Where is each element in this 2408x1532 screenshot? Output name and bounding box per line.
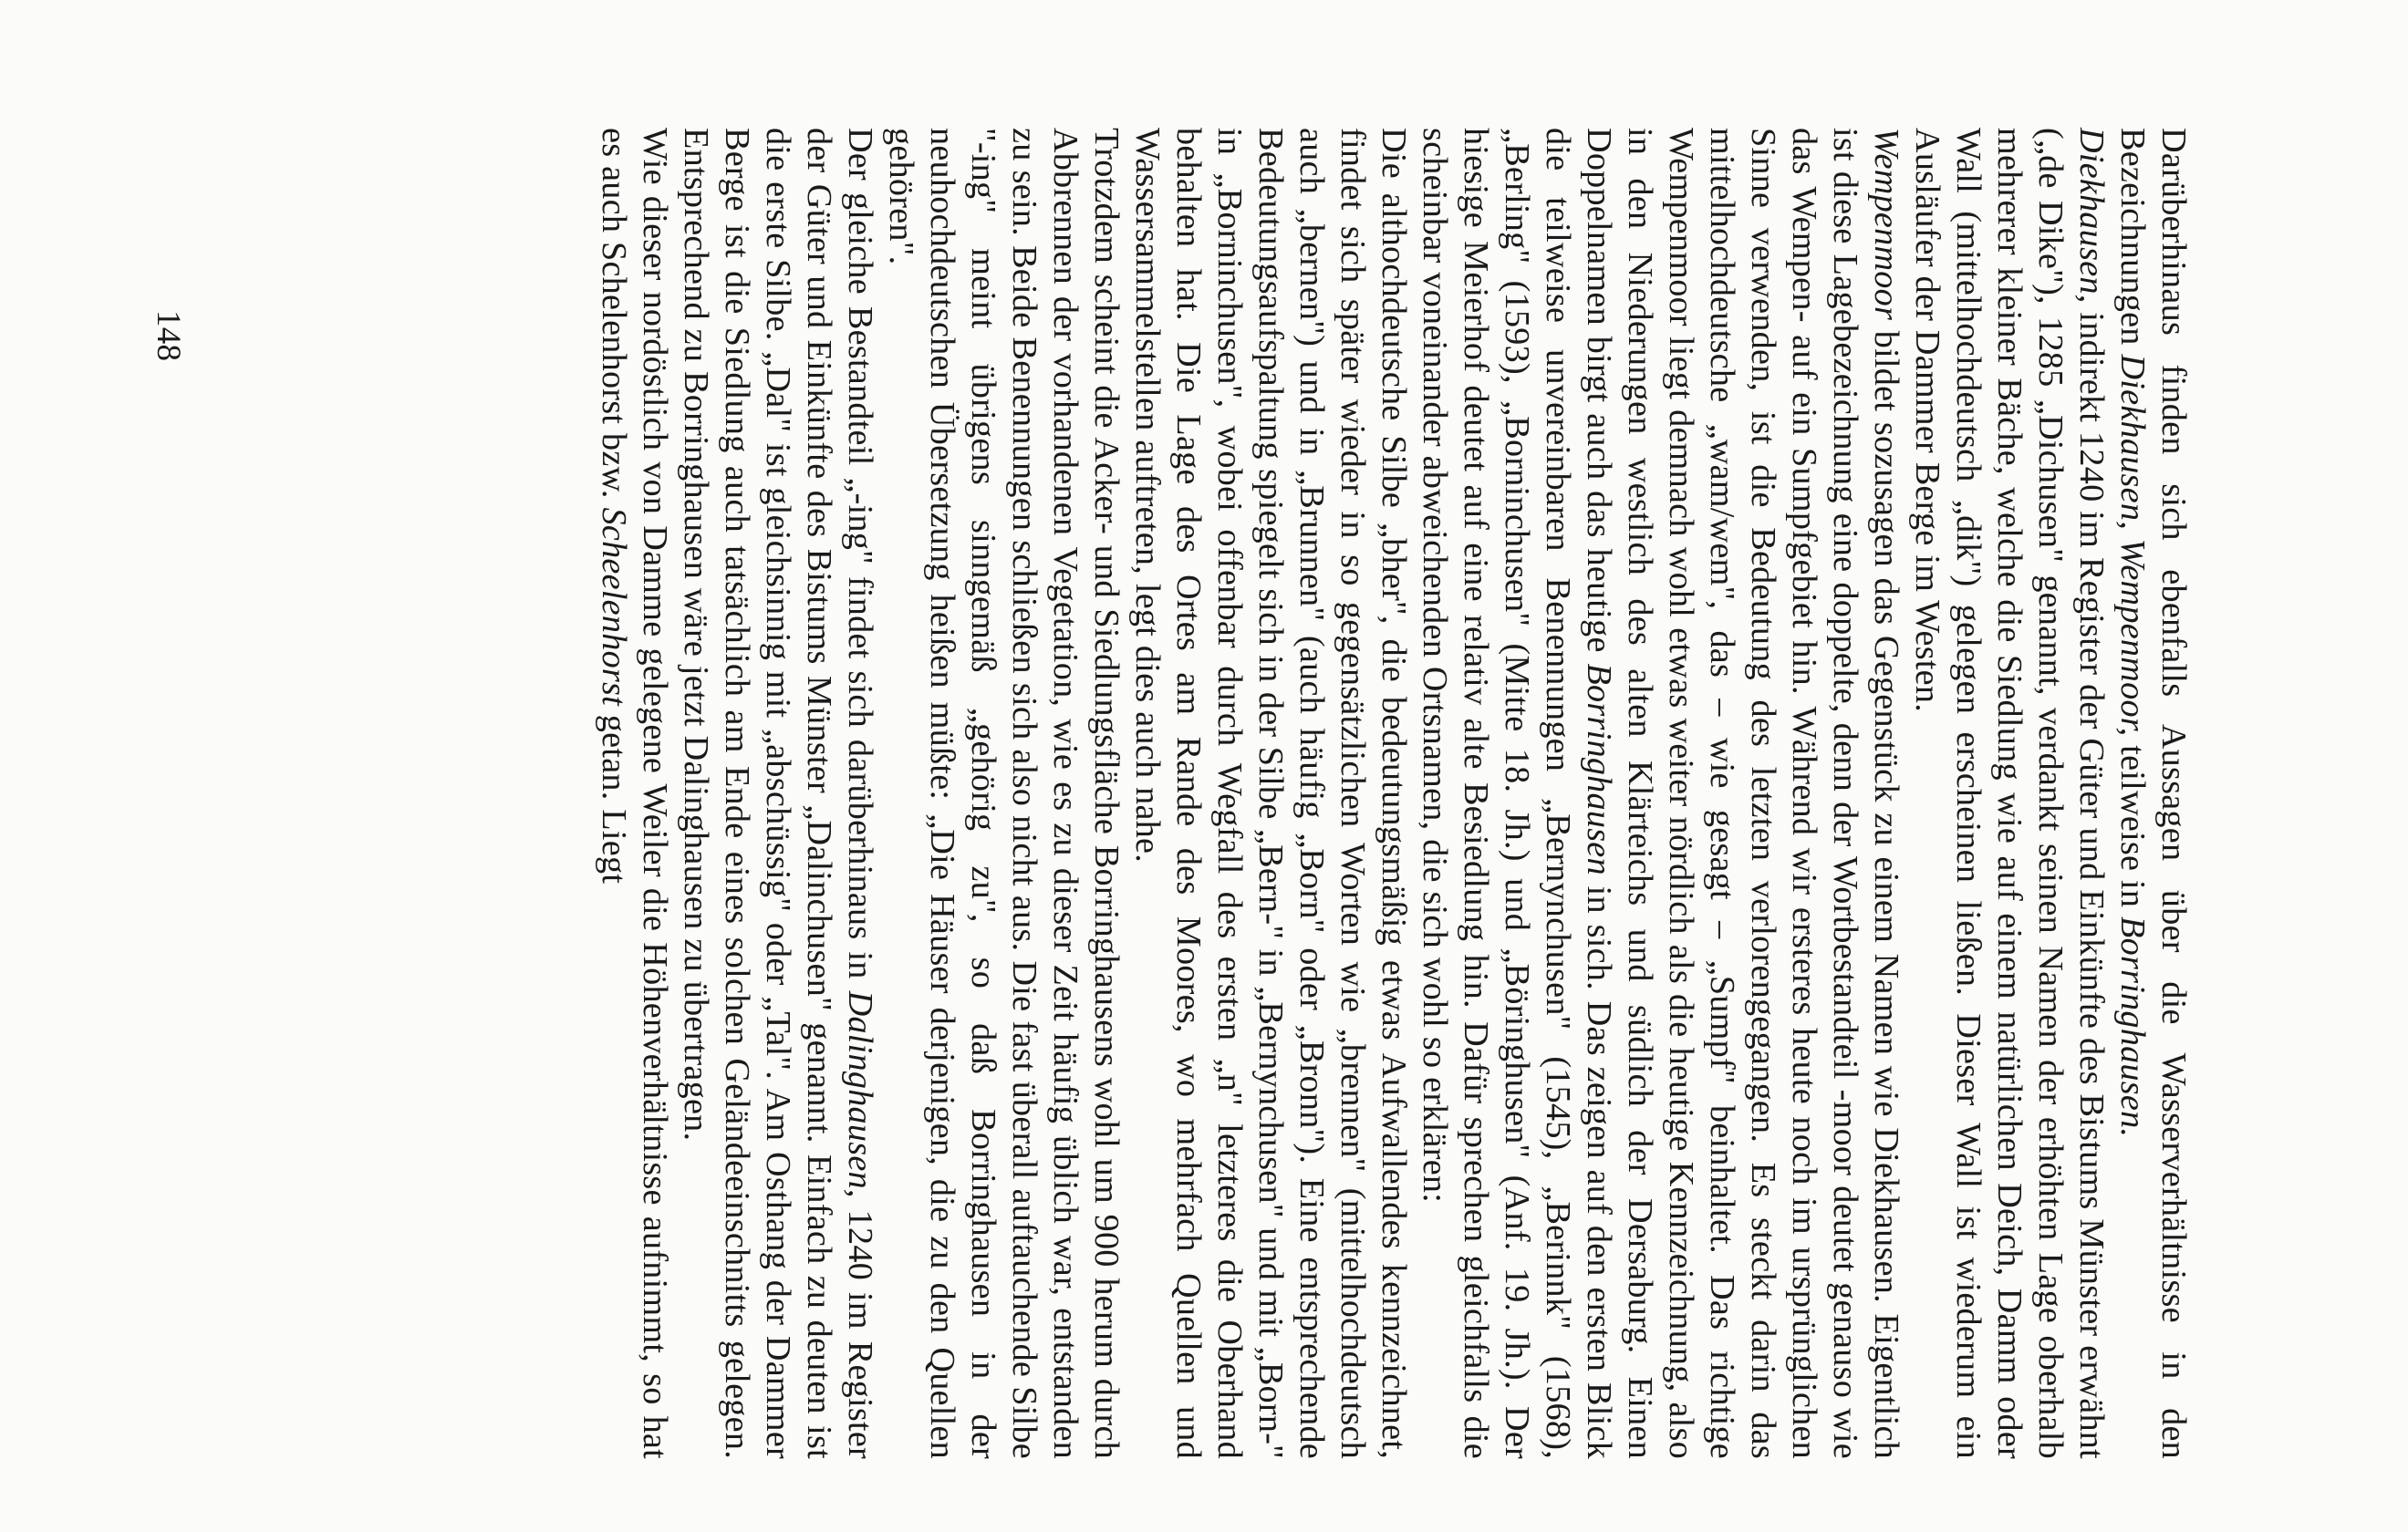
text-run: getan. Liegt xyxy=(595,706,633,885)
book-page xyxy=(150,128,2194,1460)
italic-term: Diekhausen, Wempenmoor, xyxy=(2113,354,2152,737)
text-run: teilweise in xyxy=(2113,736,2152,917)
italic-term: Borringhausen. xyxy=(2113,916,2152,1138)
text-run: bildet sozusagen das Gegenstück zu einem Namen wie Diekhausen. Eigentlich ist diese Lagebezeichnung eine doppelte, denn der Wortbestandteil -moor deutet genauso wie das Wempen- auf ein Sumpfgebiet hin. Während wir ersteres heute noch im ursprünglichen Sinne verwenden, ist die Bedeutung des letzten verlorengegangen. Es steckt darin das mittelhochdeutsche „wam/wem", das – wie gesagt – „Sumpf" beinhaltet. Das richtige Wempenmoor liegt demnach wohl etwas weiter nördlich als die heutige Kennzeichnung, also in den Niederungen westlich des alten Klärteichs und südlich der Dersaburg. Einen Doppelnamen birgt auch das heutige xyxy=(1580,128,1905,1459)
paragraph xyxy=(1126,128,1414,1459)
text-run: indirekt 1240 im Register der Güter und Einkünfte des Bistums Münster erwähnt („de Dike"), 1285 „Dichusen" genannt, verdankt seinen Namen der erhöhten Lage oberhalb mehrerer kleiner Bäche, welche die Siedlung wie auf einem natürlichen Deich, Damm oder Wall (mittelhochdeutsch „dik") gelegen erscheinen ließen. Dieser Wall ist wiederum ein Ausläufer der Dammer Berge im Westen. xyxy=(1908,128,2111,1459)
italic-term: Borringhausen xyxy=(1580,663,1618,875)
text-run: Wie dieser nordöstlich von Damme gelegene Weiler die Höhenverhältnisse aufnimmt, so hat es auch Schelenhorst bzw. xyxy=(595,128,674,1459)
paragraph xyxy=(1414,128,1906,1459)
text-run: Darüberhinaus finden sich ebenfalls Aussagen über die Wasserverhältnisse in den Bezeichnungen xyxy=(2113,128,2193,1459)
italic-term: Scheelenhorst xyxy=(595,507,633,706)
text-run: 1240 im Register der Güter und Einkünfte des Bistums Münster „Dalinchusen" genannt. Einfach zu deuten ist die erste Silbe. „Dal" ist gleichsinnig mit „abschüssig" oder „Tal". Am Osthang der Dammer Berge ist die Siedlung auch tatsächlich am Ende eines solchen Geländeeinschnitts gelegen. Entsprechend zu Borringhausen wäre jetzt Dalinghausen zu übertragen. xyxy=(677,128,879,1460)
body-text xyxy=(593,128,2194,1459)
italic-term: Wempenmoor xyxy=(1867,128,1905,321)
text-run: Die althochdeutsche Silbe „bher", die bedeutungsmäßig etwas Aufwallendes kennzeichnet, findet sich später wieder in so gegensätzlichen Worten wie „brennen" (mittelhochdeutsch auch „bernen") und in „Brunnen" (auch häufig „Born" oder „Bronn"). Eine entsprechende Bedeutungsaufspaltung spiegelt sich in der Silbe „Bern-" in „Bernynchusen" und mit „Born-" in „Borninchusen", wobei offenbar durch Wegfall des ersten „n" letzteres die Oberhand behalten hat. Die Lage des Ortes am Rande des Moores, wo mehrfach Quellen und Wassersammelstellen auftreten, legt dies auch nahe. xyxy=(1128,128,1413,1459)
page-number: 148 xyxy=(150,310,187,362)
italic-term: Dalinghausen, xyxy=(841,990,879,1198)
paragraph xyxy=(1906,128,2112,1459)
paragraph xyxy=(675,128,880,1459)
text-run: in sich. Das zeigen auf den ersten Blick die teilweise unvereinbaren Benennungen „Bernynchusen" (1545), „Berinnk" (1568), „Berling" (1593), „Borninchusen" (Mitte 18. Jh.) und „Böringhusen" (Anf. 19. Jh.). Der hiesige Meierhof deutet auf eine relativ alte Besiedlung hin. Dafür sprechen gleichfalls die scheinbar voneinander abweichenden Ortsnamen, die sich wohl so erklären: xyxy=(1416,128,1618,1459)
paragraph xyxy=(2112,128,2194,1459)
italic-term: Diekhausen, xyxy=(2072,128,2111,304)
text-run: Trotzdem scheint die Acker- und Siedlungsfläche Borringhausens wohl um 900 herum durch Abbrennen der vorhandenen Vegetation, wie es zu dieser Zeit häufig üblich war, entstanden zu sein. Beide Benennungen schließen sich also nicht aus. Die fast überall auftauchende Silbe "-ing" meint übrigens sinngemäß „gehörig zu", so daß Borringhausen in der neuhochdeutschen Übersetzung heißen müßte: „Die Häuser derjenigen, die zu den Quellen gehören". xyxy=(882,128,1126,1459)
text-run: Der gleiche Bestandteil „-ing" findet sich darüberhinaus in xyxy=(841,128,879,991)
paragraph xyxy=(593,128,675,1459)
paragraph xyxy=(880,128,1126,1459)
